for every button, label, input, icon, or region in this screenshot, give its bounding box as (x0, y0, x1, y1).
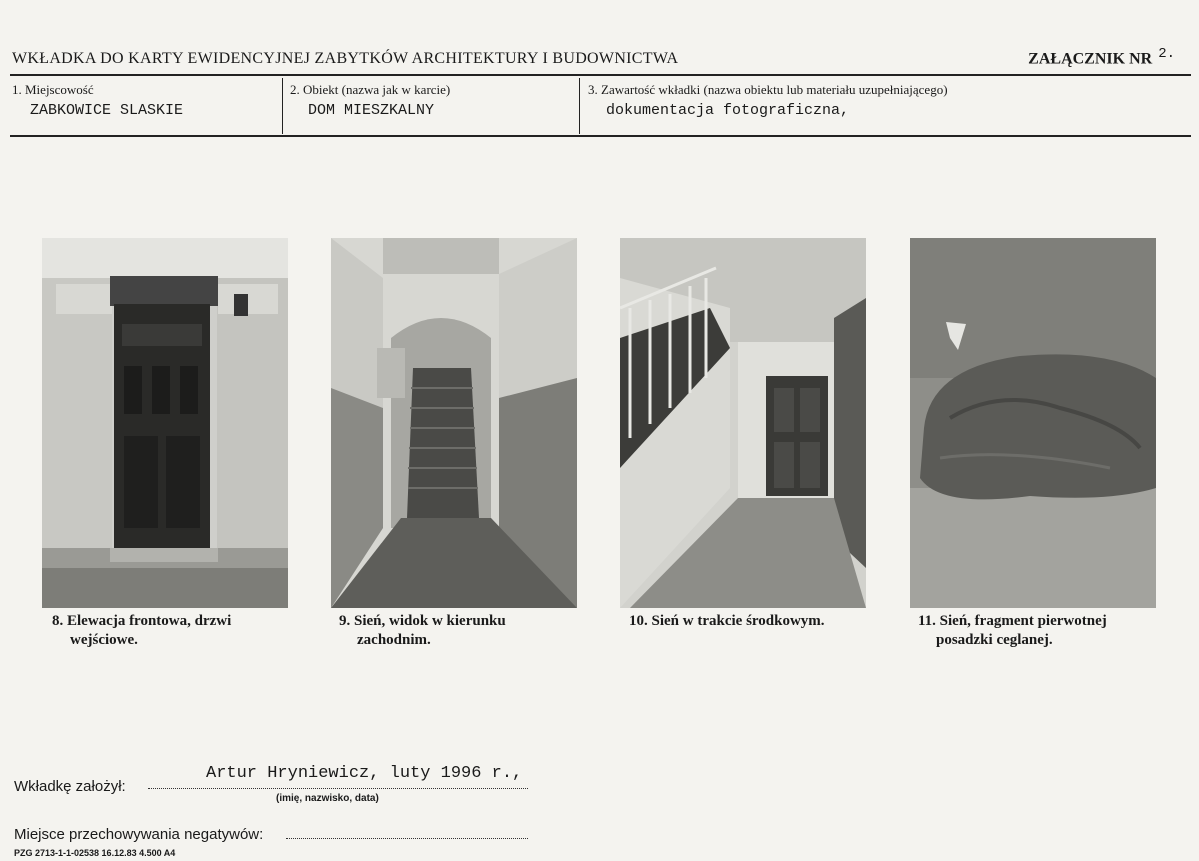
caption-line: 11. Sień, fragment pierwotnej (918, 613, 1107, 629)
photo-caption (339, 612, 585, 650)
object-field (290, 82, 578, 134)
caption-line: 10. Sień w trakcie środkowym. (629, 613, 825, 629)
photo-hallway-west (331, 238, 577, 608)
author-hint: (imię, nazwisko, data) (276, 793, 379, 804)
header-rule-bottom (10, 135, 1191, 137)
header-rule-top (10, 74, 1191, 76)
negatives-dotted-line (286, 838, 528, 839)
photo-caption (918, 612, 1164, 650)
author-value: Artur Hryniewicz, luty 1996 r., (206, 764, 523, 783)
photo-caption (629, 612, 875, 631)
annex-label: ZAŁĄCZNIK NR (1028, 50, 1153, 68)
photo-caption (52, 612, 298, 650)
caption-line: zachodnim. (357, 632, 431, 648)
annex-value: 2. (1158, 46, 1175, 62)
object-value: DOM MIESZKALNY (308, 102, 435, 119)
locality-label: 1. Miejscowość (12, 82, 94, 97)
document-title: WKŁADKA DO KARTY EWIDENCYJNEJ ZABYTKÓW ARCHITEKTURY I BUDOWNICTWA (12, 50, 679, 67)
field-separator (282, 78, 283, 134)
photo-hallway-middle (620, 238, 866, 608)
locality-field (12, 82, 280, 134)
photo-brick-floor (910, 238, 1156, 608)
annex-number (1028, 46, 1175, 68)
photo-front-elevation (42, 238, 288, 608)
negatives-label: Miejsce przechowywania negatywów: (14, 826, 264, 843)
field-separator (579, 78, 580, 134)
content-field (588, 82, 1188, 134)
content-label: 3. Zawartość wkładki (nazwa obiektu lub materiału uzupełniającego) (588, 82, 948, 97)
object-label: 2. Obiekt (nazwa jak w karcie) (290, 82, 451, 97)
locality-value: ZABKOWICE SLASKIE (30, 102, 184, 119)
author-dotted-line (148, 788, 528, 789)
caption-line: posadzki ceglanej. (936, 632, 1053, 648)
author-label: Wkładkę założył: (14, 778, 126, 795)
caption-line: 9. Sień, widok w kierunku (339, 613, 506, 629)
content-value: dokumentacja fotograficzna, (606, 102, 850, 119)
caption-line: wejściowe. (70, 632, 138, 648)
print-code: PZG 2713-1-1-02538 16.12.83 4.500 A4 (14, 848, 176, 858)
caption-line: 8. Elewacja frontowa, drzwi (52, 613, 232, 629)
